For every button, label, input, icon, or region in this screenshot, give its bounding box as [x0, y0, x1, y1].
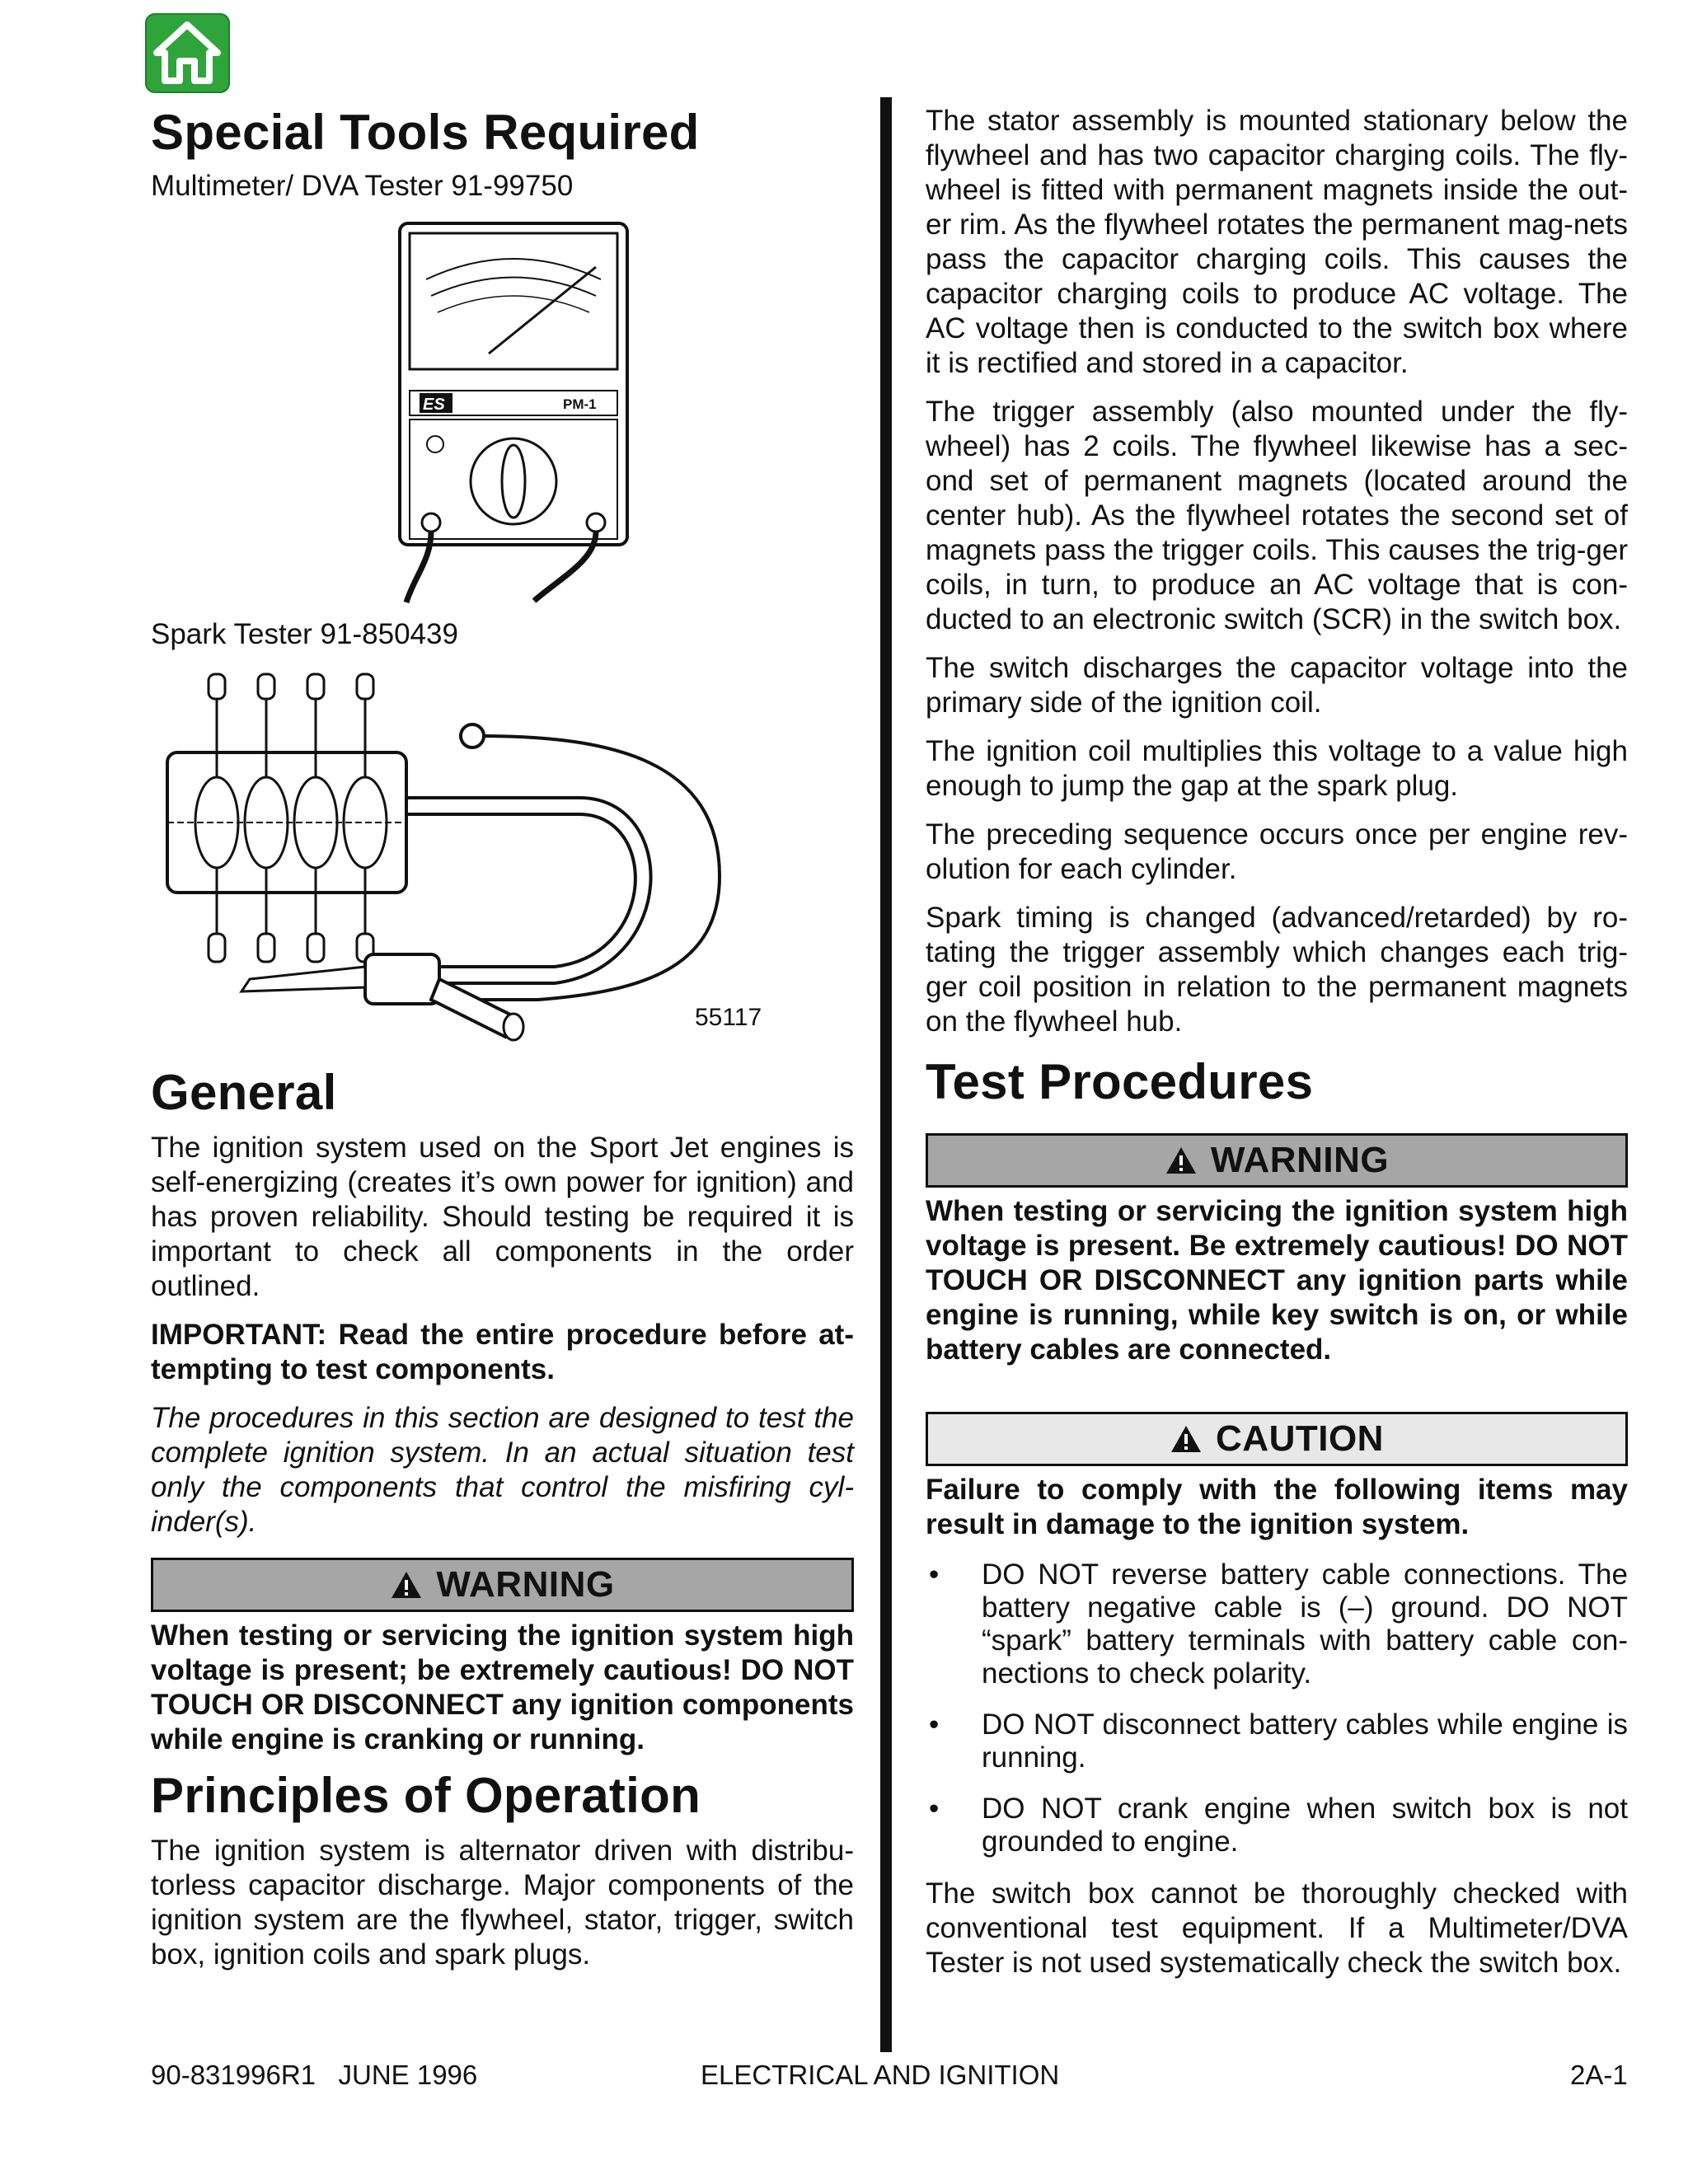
- warning-banner-left: [151, 1558, 854, 1612]
- warning-text-left: When testing or servicing the ignition system high voltage is present; be extremely cautious! DO NOT TOUCH OR DISCONNECT any ignition components while engine is cranking or running.: [151, 1619, 854, 1755]
- important-note: IMPORTANT: Read the entire procedure before at-tempting to test components.: [151, 1319, 854, 1385]
- footer-left: 90-831996R1 JUNE 1996: [151, 2060, 478, 2090]
- list-item: [926, 1793, 1628, 1858]
- warning-text-right: When testing or servicing the ignition system high voltage is present. Be extremely cautious! DO NOT TOUCH OR DISCONNECT any ignition parts while engine is running, while key switch is on, or while battery cables are connected.: [926, 1195, 1628, 1366]
- list-item: [926, 1558, 1628, 1690]
- test-procedures-heading: Test Procedures: [926, 1054, 1314, 1109]
- multimeter-model: PM-1: [563, 396, 597, 412]
- general-heading: General: [151, 1065, 337, 1120]
- sequence-paragraph: The preceding sequence occurs once per engine rev-olution for each cylinder.: [926, 818, 1628, 885]
- home-button[interactable]: [145, 13, 230, 93]
- caution-text: Failure to comply with the following items may result in damage to the ignition system.: [926, 1474, 1628, 1540]
- bullet-marker: •: [929, 1708, 940, 1741]
- warning-title-right: WARNING: [1210, 1140, 1390, 1180]
- footer-center: ELECTRICAL AND IGNITION: [701, 2060, 1060, 2090]
- warning-icon: [390, 1570, 423, 1600]
- switch-paragraph: The switch discharges the capacitor voltage into the primary side of the ignition coil.: [926, 652, 1628, 719]
- figure-number: 55117: [695, 1004, 762, 1031]
- principles-paragraph: The ignition system is alternator driven with distribu-torless capacitor discharge. Major components of the ignition system are the flywheel, stator, trigger, switch box, ignition coils and spark plugs.: [151, 1835, 854, 1971]
- multimeter-label: Multimeter/ DVA Tester 91-99750: [151, 170, 574, 202]
- coil-paragraph: The ignition coil multiplies this voltage to a value high enough to jump the gap at the spark plug.: [926, 735, 1628, 802]
- right-column: [926, 99, 1628, 1994]
- procedure-note: The procedures in this section are designed to test the complete ignition system. In an actual situation test only the components that control the misfiring cyl-inder(s).: [151, 1402, 854, 1538]
- left-column: [151, 99, 854, 1986]
- spark-tester-label: Spark Tester 91-850439: [151, 618, 458, 650]
- stator-paragraph: The stator assembly is mounted stationary below the flywheel and has two capacitor charging coils. The fly-wheel is fitted with permanent magnets inside the out-er rim. As the flywheel rotates the permanent mag-nets pass the capacitor charging coils. This causes the capacitor charging coils to produce AC voltage. The AC voltage then is conducted to the switch box where it is rectified and stored in a capacitor.: [926, 105, 1628, 379]
- list-item-text: DO NOT reverse battery cable connections. The battery negative cable is (–) ground. DO NOT “spark” battery terminals with battery cable con-nections to check polarity.: [982, 1558, 1628, 1690]
- timing-paragraph: Spark timing is changed (advanced/retarded) by ro-tating the trigger assembly which changes each trig-ger coil position in relation to the permanent magnets on the flywheel hub.: [926, 902, 1628, 1038]
- footer-page-number: 2A-1: [1570, 2060, 1628, 2090]
- caution-icon: [1170, 1424, 1203, 1454]
- warning-icon: [1165, 1146, 1198, 1175]
- caution-title: CAUTION: [1216, 1418, 1384, 1459]
- column-divider: [880, 97, 892, 2052]
- trigger-paragraph: The trigger assembly (also mounted under the fly-wheel) has 2 coils. The flywheel likewise has a sec-ond set of permanent magnets (located around the center hub). As the flywheel rotates the second set of magnets pass the trigger coils. This causes the trig-ger coils, in turn, to produce an AC voltage that is con-ducted to an electronic switch (SCR) in the switch box.: [926, 396, 1628, 635]
- list-item-text: DO NOT disconnect battery cables while engine is running.: [982, 1708, 1628, 1774]
- caution-banner: [926, 1412, 1628, 1466]
- multimeter-drawing: [398, 222, 629, 609]
- spark-tester-drawing: [151, 662, 761, 1049]
- principles-heading: Principles of Operation: [151, 1768, 701, 1823]
- warning-title-left: WARNING: [436, 1564, 615, 1605]
- general-paragraph: The ignition system used on the Sport Jet engines is self-energizing (creates it’s own power for ignition) and has proven reliability. Should testing be required it is important to check all components in the order outlined.: [151, 1132, 854, 1302]
- bullet-marker: •: [929, 1558, 940, 1591]
- warning-banner-right: [926, 1133, 1628, 1188]
- caution-list: [926, 1558, 1628, 1858]
- spark-tester-figure: [151, 662, 854, 1057]
- list-item: [926, 1708, 1628, 1774]
- special-tools-heading: Special Tools Required: [151, 105, 700, 160]
- home-icon: [153, 20, 222, 86]
- multimeter-brand: ES: [423, 396, 445, 414]
- closing-paragraph: The switch box cannot be thoroughly checked with conventional test equipment. If a Multimeter/DVA Tester is not used systematically check the switch box.: [926, 1877, 1628, 1979]
- multimeter-figure: [398, 222, 629, 609]
- bullet-marker: •: [929, 1793, 940, 1825]
- list-item-text: DO NOT crank engine when switch box is not grounded to engine.: [982, 1793, 1628, 1858]
